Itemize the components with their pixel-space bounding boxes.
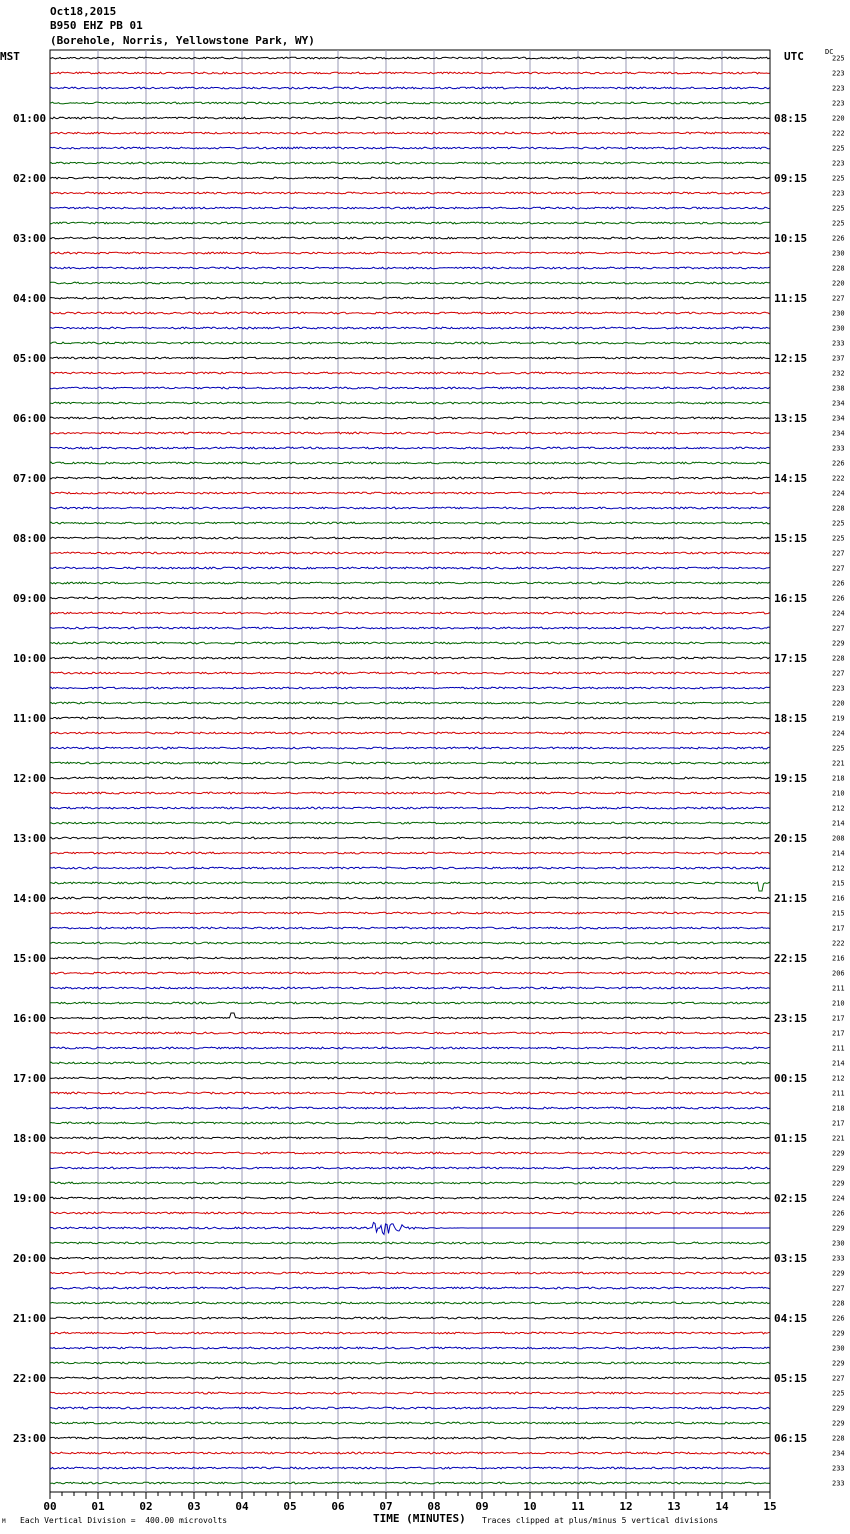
dc-offset-label: 216 xyxy=(832,954,845,963)
x-tick-label: 06 xyxy=(331,1500,345,1513)
right-hour-label: 03:15 xyxy=(774,1252,808,1265)
seismic-trace xyxy=(50,417,770,419)
dc-offset-label: 234 xyxy=(832,414,845,423)
dc-offset-label: 230 xyxy=(832,1239,845,1248)
left-hour-label: 22:00 xyxy=(13,1372,47,1385)
seismic-trace xyxy=(50,132,770,134)
left-hour-label: 08:00 xyxy=(13,532,47,545)
seismic-trace xyxy=(50,1272,770,1274)
seismic-trace xyxy=(50,372,770,374)
dc-offset-label: 225 xyxy=(832,534,845,543)
seismic-trace xyxy=(50,222,770,224)
seismic-trace xyxy=(50,1422,770,1424)
dc-offset-label: 229 xyxy=(832,1224,845,1233)
dc-offset-label: 210 xyxy=(832,789,845,798)
dc-offset-label: 216 xyxy=(832,894,845,903)
seismic-trace xyxy=(50,567,770,569)
dc-offset-label: 228 xyxy=(832,504,845,513)
seismic-trace xyxy=(50,942,770,944)
dc-offset-label: 229 xyxy=(832,1359,845,1368)
seismic-trace xyxy=(50,282,770,284)
seismic-trace xyxy=(50,237,770,239)
seismic-trace xyxy=(50,477,770,479)
seismic-trace xyxy=(50,882,770,891)
seismic-trace xyxy=(50,192,770,194)
seismic-trace xyxy=(50,1362,770,1364)
dc-offset-label: 232 xyxy=(832,369,845,378)
seismic-trace xyxy=(50,777,770,779)
dc-offset-label: 234 xyxy=(832,1449,845,1458)
seismic-trace xyxy=(50,807,770,809)
seismic-trace xyxy=(50,1407,770,1409)
right-hour-label: 09:15 xyxy=(774,172,808,185)
left-hour-label: 07:00 xyxy=(13,472,47,485)
seismic-trace xyxy=(50,1182,770,1184)
seismic-trace xyxy=(50,657,770,659)
dc-offset-label: 229 xyxy=(832,1329,845,1338)
right-hour-label: 08:15 xyxy=(774,112,808,125)
left-hour-label: 19:00 xyxy=(13,1192,47,1205)
right-hour-label: 17:15 xyxy=(774,652,808,665)
dc-offset-label: 214 xyxy=(832,1059,845,1068)
right-hour-label: 23:15 xyxy=(774,1012,808,1025)
seismic-trace xyxy=(50,1377,770,1379)
left-hour-label: 03:00 xyxy=(13,232,47,245)
seismic-trace xyxy=(50,1167,770,1169)
dc-offset-label: 212 xyxy=(832,1074,845,1083)
dc-offset-label: 227 xyxy=(832,1374,845,1383)
dc-offset-label: 224 xyxy=(832,1194,845,1203)
x-tick-label: 13 xyxy=(667,1500,681,1513)
seismic-trace xyxy=(50,1152,770,1154)
dc-offset-label: 223 xyxy=(832,69,845,78)
dc-offset-label: 227 xyxy=(832,294,845,303)
dc-offset-label: 208 xyxy=(832,834,845,843)
dc-offset-label: 230 xyxy=(832,324,845,333)
seismic-trace xyxy=(50,747,770,749)
dc-offset-label: 237 xyxy=(832,354,845,363)
dc-offset-label: 211 xyxy=(832,1044,845,1053)
right-hour-label: 12:15 xyxy=(774,352,808,365)
left-hour-label: 20:00 xyxy=(13,1252,47,1265)
dc-offset-label: 225 xyxy=(832,519,845,528)
dc-offset-label: 227 xyxy=(832,549,845,558)
dc-offset-label: 229 xyxy=(832,639,845,648)
x-tick-label: 08 xyxy=(427,1500,441,1513)
dc-offset-label: 217 xyxy=(832,1119,845,1128)
seismic-trace xyxy=(50,867,770,869)
seismic-trace xyxy=(50,1092,770,1094)
seismic-trace xyxy=(50,717,770,719)
dc-offset-label: 221 xyxy=(832,759,845,768)
x-tick-label: 03 xyxy=(187,1500,201,1513)
dc-offset-label: 229 xyxy=(832,1419,845,1428)
seismic-trace xyxy=(50,207,770,209)
x-tick-label: 09 xyxy=(475,1500,489,1513)
left-hour-label: 13:00 xyxy=(13,832,47,845)
dc-offset-label: 227 xyxy=(832,1284,845,1293)
dc-offset-label: 220 xyxy=(832,114,845,123)
seismic-trace xyxy=(50,1107,770,1109)
seismic-trace xyxy=(50,972,770,974)
dc-offset-label: 225 xyxy=(832,219,845,228)
seismic-trace xyxy=(50,1317,770,1319)
dc-offset-label: 229 xyxy=(832,1149,845,1158)
left-hour-label: 17:00 xyxy=(13,1072,47,1085)
seismic-trace xyxy=(50,147,770,149)
seismic-trace xyxy=(50,1137,770,1139)
seismic-trace xyxy=(50,672,770,674)
seismic-trace xyxy=(50,1047,770,1049)
dc-offset-label: 226 xyxy=(832,1314,845,1323)
seismic-trace xyxy=(50,297,770,299)
right-hour-label: 16:15 xyxy=(774,592,808,605)
seismic-trace xyxy=(50,582,770,584)
dc-offset-label: 221 xyxy=(832,1134,845,1143)
dc-offset-label: 228 xyxy=(832,1434,845,1443)
dc-offset-label: 230 xyxy=(832,309,845,318)
dc-offset-label: 212 xyxy=(832,864,845,873)
seismic-trace xyxy=(50,1467,770,1469)
seismic-trace xyxy=(50,1212,770,1214)
left-hour-label: 05:00 xyxy=(13,352,47,365)
dc-offset-label: 226 xyxy=(832,594,845,603)
seismic-trace xyxy=(50,612,770,614)
seismic-trace xyxy=(50,537,770,539)
dc-offset-label: 226 xyxy=(832,579,845,588)
seismic-trace xyxy=(50,492,770,494)
dc-offset-label: 211 xyxy=(832,1089,845,1098)
seismic-trace xyxy=(50,162,770,164)
dc-offset-label: 217 xyxy=(832,1029,845,1038)
dc-offset-label: 222 xyxy=(832,129,845,138)
dc-offset-label: 220 xyxy=(832,279,845,288)
dc-offset-label: 220 xyxy=(832,699,845,708)
left-hour-label: 06:00 xyxy=(13,412,47,425)
dc-offset-label: 217 xyxy=(832,1014,845,1023)
dc-offset-label: 218 xyxy=(832,774,845,783)
seismic-trace xyxy=(50,1257,770,1259)
dc-offset-label: 215 xyxy=(832,879,845,888)
seismic-trace xyxy=(50,987,770,989)
seismic-trace xyxy=(50,447,770,449)
dc-offset-label: 229 xyxy=(832,1269,845,1278)
dc-column-label: DC xyxy=(825,48,834,56)
dc-offset-label: 227 xyxy=(832,669,845,678)
dc-offset-label: 226 xyxy=(832,234,845,243)
dc-offset-label: 230 xyxy=(832,1344,845,1353)
dc-offset-label: 234 xyxy=(832,399,845,408)
seismic-trace xyxy=(50,1013,770,1019)
left-hour-label: 23:00 xyxy=(13,1432,47,1445)
right-hour-label: 22:15 xyxy=(774,952,808,965)
right-hour-label: 15:15 xyxy=(774,532,808,545)
seismic-trace xyxy=(50,627,770,629)
right-hour-label: 19:15 xyxy=(774,772,808,785)
right-hour-label: 02:15 xyxy=(774,1192,808,1205)
dc-offset-label: 228 xyxy=(832,654,845,663)
right-hour-label: 06:15 xyxy=(774,1432,808,1445)
seismic-trace xyxy=(50,267,770,269)
dc-offset-label: 224 xyxy=(832,609,845,618)
seismic-trace xyxy=(50,1287,770,1289)
plot-frame xyxy=(50,50,770,1492)
dc-offset-label: 224 xyxy=(832,729,845,738)
dc-offset-label: 233 xyxy=(832,444,845,453)
dc-offset-label: 223 xyxy=(832,159,845,168)
seismic-trace xyxy=(50,912,770,914)
seismic-trace xyxy=(50,702,770,704)
seismic-trace xyxy=(50,1222,770,1234)
seismic-trace xyxy=(50,72,770,74)
dc-offset-label: 225 xyxy=(832,144,845,153)
station-id: B950 EHZ PB 01 xyxy=(50,19,143,32)
dc-offset-label: 210 xyxy=(832,999,845,1008)
left-hour-label: 11:00 xyxy=(13,712,47,725)
dc-offset-label: 228 xyxy=(832,264,845,273)
right-hour-label: 00:15 xyxy=(774,1072,808,1085)
left-hour-label: 15:00 xyxy=(13,952,47,965)
seismic-trace xyxy=(50,327,770,329)
dc-offset-label: 223 xyxy=(832,99,845,108)
seismic-trace xyxy=(50,732,770,734)
dc-offset-label: 238 xyxy=(832,384,845,393)
dc-offset-label: 233 xyxy=(832,1464,845,1473)
x-tick-label: 11 xyxy=(571,1500,585,1513)
seismic-trace xyxy=(50,1332,770,1334)
right-hour-label: 20:15 xyxy=(774,832,808,845)
dc-offset-label: 233 xyxy=(832,1479,845,1488)
seismic-trace xyxy=(50,1437,770,1439)
clip-note: Traces clipped at plus/minus 5 vertical divisions xyxy=(482,1516,719,1525)
dc-offset-label: 233 xyxy=(832,339,845,348)
seismic-trace xyxy=(50,1197,770,1199)
dc-offset-label: 228 xyxy=(832,1299,845,1308)
dc-offset-label: 214 xyxy=(832,819,845,828)
seismic-trace xyxy=(50,522,770,524)
dc-offset-label: 222 xyxy=(832,474,845,483)
seismic-trace xyxy=(50,957,770,959)
dc-offset-label: 226 xyxy=(832,459,845,468)
seismic-trace xyxy=(50,177,770,179)
seismic-trace xyxy=(50,822,770,824)
dc-offset-label: 233 xyxy=(832,1254,845,1263)
x-tick-label: 04 xyxy=(235,1500,249,1513)
left-hour-label: 09:00 xyxy=(13,592,47,605)
x-tick-label: 12 xyxy=(619,1500,633,1513)
seismic-trace xyxy=(50,432,770,434)
dc-offset-label: 227 xyxy=(832,564,845,573)
right-hour-label: 21:15 xyxy=(774,892,808,905)
dc-offset-label: 225 xyxy=(832,204,845,213)
seismic-trace xyxy=(50,462,770,464)
right-hour-label: 18:15 xyxy=(774,712,808,725)
seismic-trace xyxy=(50,687,770,689)
seismic-trace xyxy=(50,837,770,839)
dc-offset-label: 215 xyxy=(832,909,845,918)
seismic-trace xyxy=(50,792,770,794)
seismic-trace xyxy=(50,1302,770,1304)
dc-offset-label: 223 xyxy=(832,84,845,93)
seismic-trace xyxy=(50,1077,770,1079)
dc-offset-label: 225 xyxy=(832,1389,845,1398)
seismic-trace xyxy=(50,762,770,764)
seismic-trace xyxy=(50,1347,770,1349)
seismic-trace xyxy=(50,387,770,389)
dc-offset-label: 222 xyxy=(832,939,845,948)
right-hour-label: 11:15 xyxy=(774,292,808,305)
dc-offset-label: 214 xyxy=(832,849,845,858)
seismic-trace xyxy=(50,342,770,344)
seismic-trace xyxy=(50,1242,770,1244)
seismic-trace xyxy=(50,252,770,254)
dc-offset-label: 227 xyxy=(832,624,845,633)
dc-offset-label: 223 xyxy=(832,189,845,198)
dc-offset-label: 219 xyxy=(832,714,845,723)
seismic-trace xyxy=(50,57,770,59)
seismic-trace xyxy=(50,852,770,854)
dc-offset-label: 212 xyxy=(832,804,845,813)
plot-date: Oct18,2015 xyxy=(50,5,117,18)
dc-offset-label: 225 xyxy=(832,174,845,183)
left-hour-label: 21:00 xyxy=(13,1312,47,1325)
left-hour-label: 02:00 xyxy=(13,172,47,185)
seismic-trace xyxy=(50,552,770,554)
dc-offset-label: 234 xyxy=(832,429,845,438)
x-tick-label: 15 xyxy=(763,1500,777,1513)
seismic-trace xyxy=(50,1062,770,1064)
left-hour-label: 12:00 xyxy=(13,772,47,785)
seismic-trace xyxy=(50,927,770,929)
seismic-trace xyxy=(50,87,770,89)
seismic-trace xyxy=(50,357,770,359)
dc-offset-label: 226 xyxy=(832,1209,845,1218)
dc-offset-label: 225 xyxy=(832,744,845,753)
left-hour-label: 10:00 xyxy=(13,652,47,665)
station-location: (Borehole, Norris, Yellowstone Park, WY) xyxy=(50,34,315,47)
left-hour-label: 14:00 xyxy=(13,892,47,905)
x-tick-label: 07 xyxy=(379,1500,393,1513)
right-hour-label: 13:15 xyxy=(774,412,808,425)
dc-offset-label: 225 xyxy=(832,54,845,63)
x-axis-title: TIME (MINUTES) xyxy=(373,1512,466,1525)
x-tick-label: 14 xyxy=(715,1500,729,1513)
left-timezone-label: MST xyxy=(0,50,20,63)
left-hour-label: 16:00 xyxy=(13,1012,47,1025)
x-tick-label: 02 xyxy=(139,1500,153,1513)
dc-offset-label: 229 xyxy=(832,1404,845,1413)
seismic-trace xyxy=(50,897,770,899)
dc-offset-label: 218 xyxy=(832,1104,845,1113)
x-tick-label: 05 xyxy=(283,1500,297,1513)
seismic-trace xyxy=(50,1482,770,1484)
dc-offset-label: 229 xyxy=(832,1179,845,1188)
dc-offset-label: 230 xyxy=(832,249,845,258)
seismic-trace xyxy=(50,597,770,599)
dc-offset-label: 217 xyxy=(832,924,845,933)
seismic-trace xyxy=(50,1002,770,1004)
x-tick-label: 10 xyxy=(523,1500,537,1513)
seismic-trace xyxy=(50,312,770,314)
dc-offset-label: 206 xyxy=(832,969,845,978)
seismic-trace xyxy=(50,1032,770,1034)
right-hour-label: 05:15 xyxy=(774,1372,808,1385)
dc-offset-label: 224 xyxy=(832,489,845,498)
seismic-trace xyxy=(50,507,770,509)
right-timezone-label: UTC xyxy=(784,50,804,63)
seismic-trace xyxy=(50,1452,770,1454)
right-hour-label: 04:15 xyxy=(774,1312,808,1325)
dc-offset-label: 223 xyxy=(832,684,845,693)
left-hour-label: 01:00 xyxy=(13,112,47,125)
right-hour-label: 10:15 xyxy=(774,232,808,245)
seismic-trace xyxy=(50,642,770,644)
seismic-trace xyxy=(50,117,770,119)
right-hour-label: 01:15 xyxy=(774,1132,808,1145)
left-hour-label: 18:00 xyxy=(13,1132,47,1145)
dc-offset-label: 211 xyxy=(832,984,845,993)
x-tick-label: 01 xyxy=(91,1500,105,1513)
left-hour-label: 04:00 xyxy=(13,292,47,305)
seismic-trace xyxy=(50,1122,770,1124)
corner-mark: M xyxy=(2,1518,6,1525)
seismic-trace xyxy=(50,1392,770,1394)
seismic-trace xyxy=(50,402,770,404)
scale-note: Each Vertical Division = 400.00 microvolts xyxy=(20,1516,228,1525)
seismic-trace xyxy=(50,102,770,104)
right-hour-label: 14:15 xyxy=(774,472,808,485)
dc-offset-label: 229 xyxy=(832,1164,845,1173)
x-tick-label: 00 xyxy=(43,1500,57,1513)
